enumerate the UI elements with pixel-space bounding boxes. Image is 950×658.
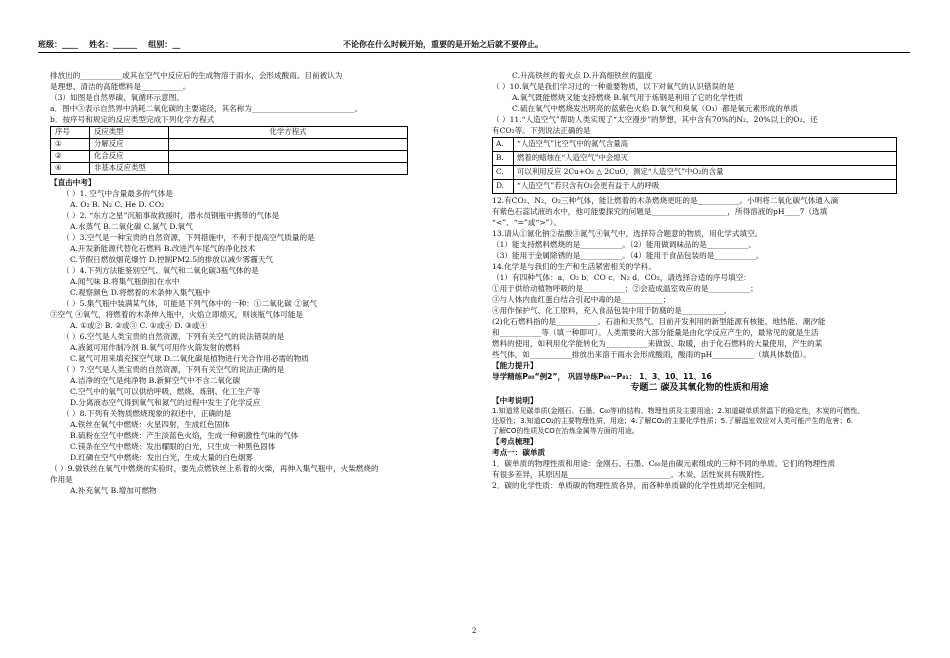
options: A.氧气既能燃烧又能支持燃烧 B.氧气用于炼钢是利用了它的化学性质: [512, 93, 743, 102]
answer-cell[interactable]: [169, 139, 408, 151]
table-cell: B.: [493, 152, 514, 166]
table-header-cell: 反应类型: [90, 127, 169, 139]
table-row: [51, 163, 408, 175]
text-line: （3）如图是自然界碳、氧循环示意图。: [50, 93, 184, 102]
options: A. O₂ B. N₂ C. He D. CO₂: [70, 200, 165, 209]
question: 13.请从①氮化钠②盐酸③氮气④氧气中，选择符合题意的物质，用化学式填空。: [492, 229, 763, 238]
options: A.铁丝在氧气中燃烧：火星四射，生成红色固体: [70, 420, 230, 429]
question-continued: ③空气 ④氧气，将燃着的木条伸入瓶中，火焰立即熄灭，则该瓶气体可能是: [50, 310, 304, 319]
options: B.硫粉在空气中燃烧：产生淡蓝色火焰，生成一种刺激性气味的气体: [70, 431, 299, 440]
options: A.液氮可用作制冷剂 B.氧气可用作火箭发射的燃料: [70, 343, 241, 352]
table-row: [493, 166, 897, 180]
topic-title: 专题二 碳及其氧化物的性质和用途: [630, 383, 769, 393]
options-table: [492, 137, 897, 194]
options: A.洁净的空气是纯净物 B.新鲜空气中不含二氧化碳: [70, 376, 241, 385]
section-heading: 【中考说明】: [492, 396, 538, 406]
options: C.镁条在空气中燃烧：发出耀眼的白光，只生成一种黑色固体: [70, 442, 276, 451]
question-continued: “<”、“=”或“>”）。: [492, 218, 561, 227]
table-cell: ①: [51, 139, 90, 151]
right-column: [492, 70, 907, 491]
text-line: a．图中③表示自然界中消耗二氧化碳的主要途径，其名称为___________________________。: [50, 104, 363, 113]
question: （ ）9.做铁丝在氧气中燃烧的实验时，要先点燃铁丝上系着的火柴，再伸入集气瓶中，火柴燃烧的: [50, 464, 379, 473]
guide-line: 导学精练P₈₀“例2”， 巩固导练P₈₀~P₈₁： 1、3、10、11、16: [492, 372, 712, 381]
question: （ ）2. “东方之星”沉船事故救援时，潜水员钢瓶中携带的气体是: [62, 211, 280, 220]
text-line: 是理想、清洁的高能燃料是___________。: [50, 82, 191, 91]
question: （ ）7.空气是人类宝贵的自然资源，下列有关空气的说法正确的是: [62, 365, 285, 374]
table-cell: 分解反应: [90, 139, 169, 151]
options: D.分离液态空气得到氧气和氮气的过程中发生了化学反应: [70, 398, 261, 407]
options: C.硫在氧气中燃烧发出明亮的蓝紫色火焰 D.氧气和臭氧（O₃）都是氧元素形成的单质: [512, 104, 799, 113]
table-row: [493, 152, 897, 166]
section-heading: 【能力提升】: [492, 361, 538, 370]
options: A. ①或② B. ②或③ C. ①或④ D. ③或④: [70, 321, 207, 330]
options: A.开发新能源代替化石燃料 B.改进汽车尾气的净化技术: [70, 244, 256, 253]
page-header: [38, 38, 910, 53]
table-cell: “人造空气”若只含有O₂会更有益于人的呼吸: [514, 180, 897, 194]
text-line: 排放出的___________或其在空气中反应后的生成物溶于雨水，会形成酸雨。目前被认为: [50, 71, 343, 80]
table-cell: 燃着的蜡烛在“人造空气”中会熄灭: [514, 152, 897, 166]
options: A.补充氧气 B.增加可燃物: [70, 486, 157, 495]
table-header-cell: 化学方程式: [169, 127, 408, 139]
question-continued: 有CO₂等。下列说法正确的是: [492, 126, 591, 135]
reaction-table: [50, 126, 408, 175]
question: （ ）1. 空气中含量最多的气体是: [62, 189, 173, 198]
question: （ ）3.空气是一种宝贵的自然资源，下列措施中，不利于提高空气质量的是: [62, 233, 315, 242]
answer-cell[interactable]: [169, 151, 408, 163]
question-part: (2)化石燃料指的是___________、石油和天然气，目前开发利用的新型能源有核能、地热能、潮汐能: [492, 317, 826, 326]
question: （ ）11.“人造空气”帮助人类实现了“太空漫步”的梦想，其中含有70%的N₂、20%以上的O₂、还: [492, 115, 818, 124]
question: 12.有CO₂、N₂、O₂三种气体，能让燃着的木条燃烧更旺的是___________。小明将二氧化碳气体通入滴: [492, 196, 839, 205]
text-line: 有很多差异，其原因是___________________________。木炭、活性炭具有吸附性。: [492, 470, 770, 480]
options: C.空气中的氧气可以供给呼吸、燃烧、炼钢、化工生产等: [70, 387, 261, 396]
question-part: 燃料的使用，如利用化学能转化为___________来做饭、取暖，由于化石燃料的大量使用，产生的某: [492, 339, 823, 348]
table-header-row: [51, 127, 408, 139]
options: C.升高铁丝的着火点 D.升高细铁丝的温度: [512, 71, 653, 80]
table-cell: D.: [493, 180, 514, 194]
table-cell: C.: [493, 166, 514, 180]
options: A.水蒸气 B.二氧化碳 C.氮气 D.氧气: [70, 222, 193, 231]
table-cell: 可以利用反应 2Cu+O₂ △ 2CuO，测定“人造空气”中O₂的含量: [514, 166, 897, 180]
question-part: 些气体，如___________排放出来溶于雨水会形成酸雨，酸雨的pH___________（填具体数值）。: [492, 350, 812, 359]
question-part: （1）能支持燃料燃烧的是___________。（2）能用做调味品的是___________。: [492, 240, 757, 249]
syllabus-text: 了解CO的性质及CO在冶炼金属等方面的用途。: [492, 427, 639, 436]
text-line: b．按序号和规定的反应类型完成下列化学方程式: [50, 115, 215, 124]
table-row: [51, 139, 408, 151]
question: （ ）10.氧气是我们学习过的一种重要物质，以下对氧气的认识错误的是: [492, 82, 735, 91]
table-cell: 化合反应: [90, 151, 169, 163]
student-info-fields: 班级：____ 姓名：______ 组别：__: [38, 40, 181, 49]
options: C.节假日燃放烟花爆竹 D.控制PM2.5的排放以减少雾霾天气: [70, 255, 274, 264]
section-heading: 【考点梳理】: [492, 437, 538, 447]
text-line: 1．碳单质的物理性质和用途：金刚石、石墨、C₆₀是由碳元素组成的三种不同的单质。它们的物理性质: [492, 459, 836, 469]
question-part: 和___________等（填一种即可）。人类需要的大部分能量是由化学反应产生的，最常见的就是生活: [492, 328, 819, 337]
table-cell: ②: [51, 151, 90, 163]
question-part: ④用作保护气、化工原料，充入食品包装中用于防腐的是___________。: [492, 306, 732, 315]
question-part: ①用于供给动植物呼吸的是___________；②会造成温室效应的是___________；: [492, 284, 758, 293]
table-header-cell: 序号: [51, 127, 90, 139]
subsection-heading: 考点一：碳单质: [492, 448, 546, 458]
question: （ ）6.空气是人类宝贵的自然资源，下列有关空气的说法错误的是: [62, 332, 285, 341]
question-part: （3）能用于金属除锈的是___________。（4）能用于食品包装的是___________。: [492, 251, 764, 260]
table-cell: ④: [51, 163, 90, 175]
question: 14.化学是与我们的生产和生活紧密相关的学科。: [492, 262, 656, 271]
table-row: [493, 180, 897, 194]
question-part: （1）有四种气体：a．O₂ b．CO c．N₂ d．CO₂，请选择合适的序号填空：: [492, 273, 751, 282]
table-cell: 非基本反应类型: [90, 163, 169, 175]
question-continued: 作用是: [50, 475, 73, 484]
options: C.观察颜色 D.将燃着的木条伸入集气瓶中: [70, 288, 211, 297]
syllabus-text: 还原性；3.知道CO₂的主要物理性质、用途；4.了解CO₂的主要化学性质；5.了解温室效应对人类可能产生的危害；6.: [492, 417, 854, 426]
syllabus-text: 1.知道常见碳单质(金刚石、石墨、C₆₀等)的结构、物理性质及主要用途；2.知道碳单质常温下的稳定性，木炭的可燃性、: [492, 407, 865, 416]
text-line: 2．碳的化学性质：单质碳的物理性质各异，而各种单质碳的化学性质却完全相同。: [492, 481, 771, 491]
table-cell: “人造空气”比空气中的氮气含量高: [514, 138, 897, 152]
question: （ ）4.下列方法能鉴别空气、氧气和二氧化碳3瓶气体的是: [62, 266, 259, 275]
section-heading: 【直击中考】: [50, 178, 96, 187]
options: A.闻气味 B.将集气瓶倒扣在水中: [70, 277, 180, 286]
question: （ ）5.集气瓶中装满某气体，可能是下列气体中的一种：①二氧化碳 ②氮气: [62, 299, 318, 308]
answer-cell[interactable]: [169, 163, 408, 175]
table-row: [51, 151, 408, 163]
header-motto: 不论你在什么时候开始，重要的是开始之后就不要停止。: [343, 40, 543, 49]
question-part: ③与人体内血红蛋白结合引起中毒的是___________；: [492, 295, 671, 304]
options: C.氦气可用来填充探空气球 D.二氧化碳是植物进行光合作用必需的物质: [70, 354, 309, 363]
question-continued: 有紫色石蕊试液的水中，他可能要探究的问题是____________________，所得溶液的pH____7（选填: [492, 207, 828, 216]
options: D.红磷在空气中燃烧：发出白光，生成大量的白色烟雾: [70, 453, 253, 462]
question: （ ）8.下列有关物质燃烧现象的叙述中，正确的是: [62, 409, 232, 418]
table-row: [493, 138, 897, 152]
left-column: [50, 70, 468, 496]
page-number: 2: [472, 627, 477, 635]
table-cell: A.: [493, 138, 514, 152]
